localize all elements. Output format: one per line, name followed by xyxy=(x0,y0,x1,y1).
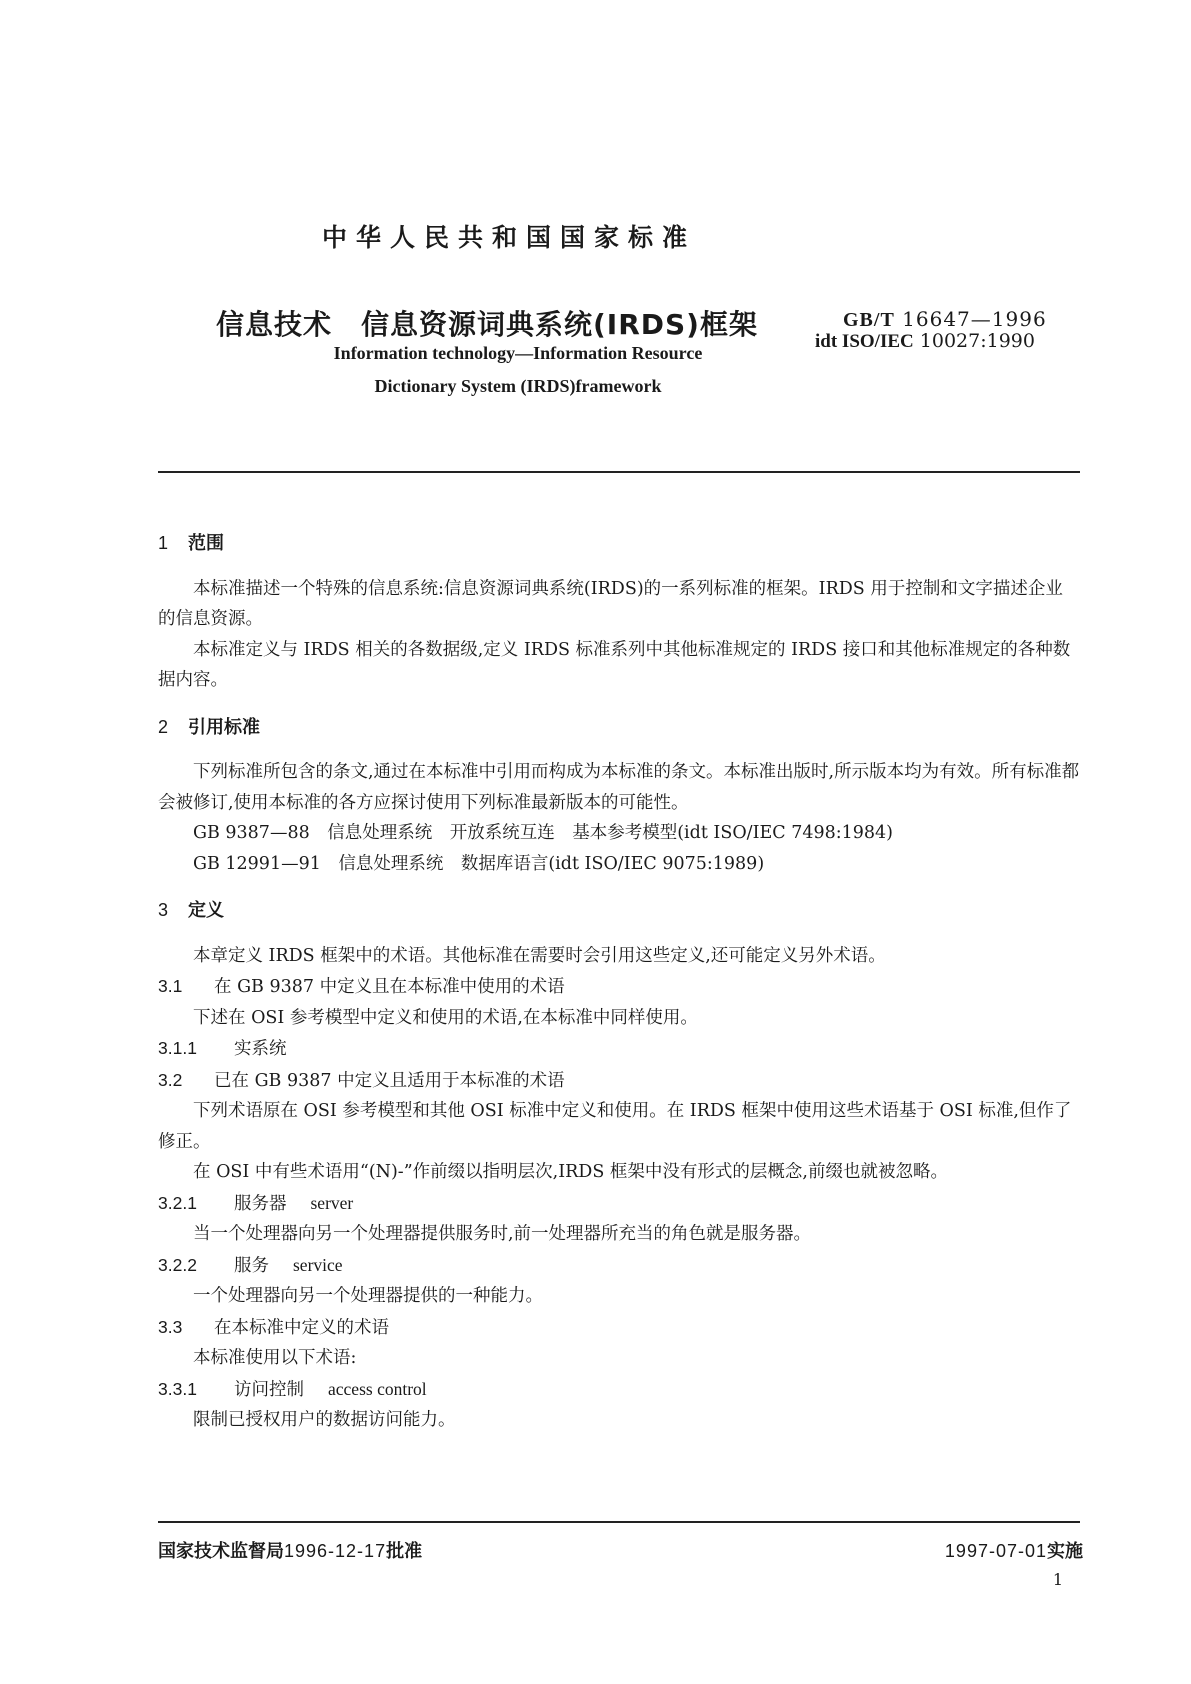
page-number: 1 xyxy=(1052,1570,1063,1589)
document-title-zh: 信息技术 信息资源词典系统(IRDS)框架 xyxy=(216,308,758,341)
footer-divider xyxy=(158,1521,1080,1523)
idt-prefix: idt ISO/IEC xyxy=(815,331,914,352)
subsection-3-3-body: 本标准使用以下术语: xyxy=(193,1348,357,1368)
approval-org: 国家技术监督局 xyxy=(158,1541,284,1562)
standard-code xyxy=(843,307,1047,332)
approval-line xyxy=(158,1537,422,1563)
subsection-3-3-1-heading: 3.3.1 访问控制 access control xyxy=(158,1378,427,1400)
approval-date: 1996-12-17 xyxy=(284,1541,387,1561)
subsection-3-2-2-heading: 3.2.2 服务 service xyxy=(158,1254,343,1276)
reference-gb12991: GB 12991—91 信息处理系统 数据库语言(idt ISO/IEC 9075:1989) xyxy=(193,853,765,874)
subsection-3-2-heading: 3.2 已在 GB 9387 中定义且适用于本标准的术语 xyxy=(158,1069,565,1091)
header-divider xyxy=(158,471,1080,473)
section-2-paragraph-1: 下列标准所包含的条文,通过在本标准中引用而构成为本标准的条文。本标准出版时,所示版本均为有效。所有标准都会被修订,使用本标准的各方应探讨使用下列标准最新版本的可能性。 xyxy=(158,762,1080,813)
section-1-paragraph-2: 本标准定义与 IRDS 相关的各数据级,定义 IRDS 标准系列中其他标准规定的 IRDS 接口和其他标准规定的各种数据内容。 xyxy=(158,639,1071,690)
section-1-heading: 1 范围 xyxy=(158,533,224,554)
section-3-paragraph-1: 本章定义 IRDS 框架中的术语。其他标准在需要时会引用这些定义,还可能定义另外术语。 xyxy=(193,945,886,966)
approval-label: 批准 xyxy=(386,1541,423,1562)
document-title-en-line2: Dictionary System (IRDS)framework xyxy=(374,376,662,396)
subsection-3-1-1-heading: 3.1.1 实系统 xyxy=(158,1038,287,1059)
idt-number: 10027:1990 xyxy=(919,330,1035,352)
national-standard-heading: 中华人民共和国国家标准 xyxy=(322,223,697,252)
section-1-paragraph-1: 本标准描述一个特殊的信息系统:信息资源词典系统(IRDS)的一系列标准的框架。IRDS 用于控制和文字描述企业的信息资源。 xyxy=(158,578,1063,629)
subsection-3-3-heading: 3.3 在本标准中定义的术语 xyxy=(158,1316,389,1338)
idt-reference xyxy=(815,330,1035,353)
effective-date: 1997-07-01 xyxy=(944,1541,1047,1561)
document-title-en-line1: Information technology—Information Resource xyxy=(333,343,703,363)
subsection-3-2-1-heading: 3.2.1 服务器 server xyxy=(158,1192,354,1214)
section-2-heading: 2 引用标准 xyxy=(158,716,260,738)
subsection-3-1-body: 下述在 OSI 参考模型中定义和使用的术语,在本标准中同样使用。 xyxy=(193,1007,698,1028)
effective-label: 实施 xyxy=(1047,1541,1083,1562)
section-3-heading: 3 定义 xyxy=(158,900,224,921)
document-body xyxy=(158,528,1080,1436)
subsection-3-3-1-body: 限制已授权用户的数据访问能力。 xyxy=(193,1410,456,1430)
subsection-3-2-1-body: 当一个处理器向另一个处理器提供服务时,前一处理器所充当的角色就是服务器。 xyxy=(193,1224,812,1244)
standard-code-prefix: GB/T xyxy=(843,309,895,331)
subsection-3-1-heading: 3.1 在 GB 9387 中定义且在本标准中使用的术语 xyxy=(158,976,565,997)
subsection-3-2-paragraph-1: 下列术语原在 OSI 参考模型和其他 OSI 标准中定义和使用。在 IRDS 框架中使用这些术语基于 OSI 标准,但作了修正。 xyxy=(158,1101,1072,1152)
reference-gb9387: GB 9387—88 信息处理系统 开放系统互连 基本参考模型(idt ISO/IEC 7498:1984) xyxy=(193,823,894,843)
subsection-3-2-paragraph-2: 在 OSI 中有些术语用“(N)-”作前缀以指明层次,IRDS 框架中没有形式的层概念,前缀也就被忽略。 xyxy=(193,1162,948,1182)
effective-line xyxy=(945,1537,1083,1563)
standard-code-number: 16647—1996 xyxy=(902,307,1047,331)
subsection-3-2-2-body: 一个处理器向另一个处理器提供的一种能力。 xyxy=(193,1286,543,1306)
